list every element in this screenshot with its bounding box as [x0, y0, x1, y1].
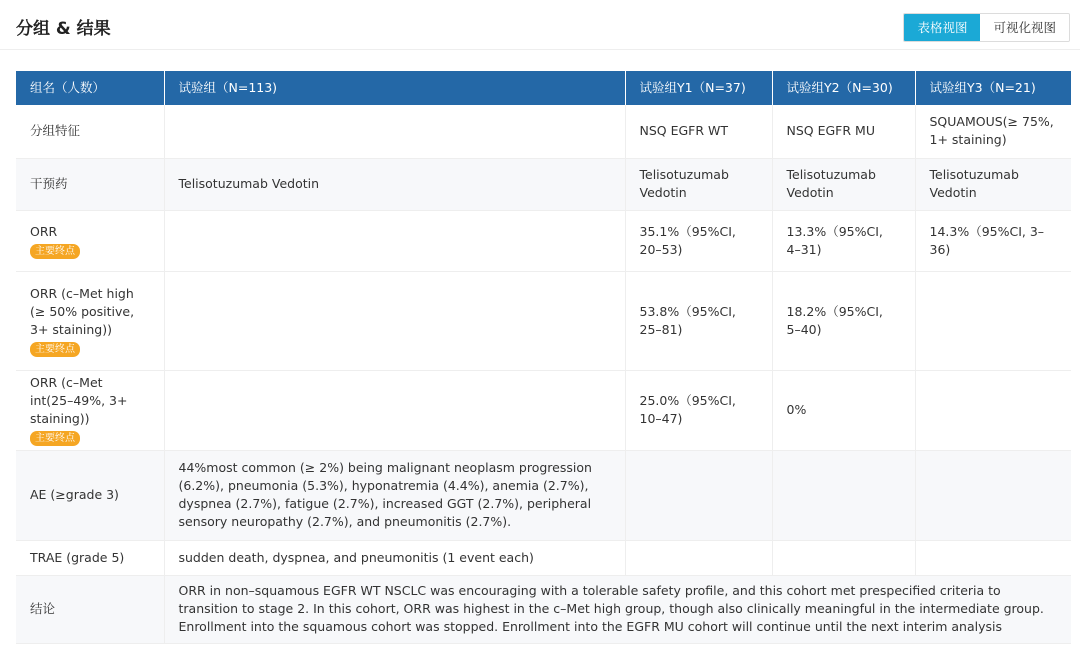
- table-view-button[interactable]: 表格视图: [904, 14, 980, 41]
- cell-y3: SQUAMOUS(≥ 75%, 1+ staining): [915, 105, 1071, 158]
- cell-y1: NSQ EGFR WT: [625, 105, 772, 158]
- cell-main: [164, 271, 625, 370]
- table-row-orr-cmet-high: [16, 271, 1071, 370]
- cell-main: [164, 370, 625, 450]
- cell-y2: [772, 450, 915, 540]
- conclusion-text: ORR in non–squamous EGFR WT NSCLC was encouraging with a tolerable safety profile, and this cohort met prespecified criteria to transition to stage 2. In this cohort, ORR was highest in the c–Met high group, though also clinically meaningful in the intermediate group. Enrollment into the squamous cohort was stopped. Enrollment into the EGFR MU cohort will continue until the next interim analysis: [164, 575, 1071, 643]
- cell-y1: 53.8%（95%CI, 25–81): [625, 271, 772, 370]
- row-label: 分组特征: [16, 105, 164, 158]
- cell-y3: [915, 450, 1071, 540]
- row-label: ORR (c–Met int(25–49%, 3+ staining)): [30, 375, 128, 426]
- cell-y1: 25.0%（95%CI, 10–47): [625, 370, 772, 450]
- row-label: ORR (c–Met high (≥ 50% positive, 3+ staining)): [30, 285, 135, 337]
- header-trial-group-y3: 试验组Y3（N=21): [915, 71, 1071, 105]
- cell-y3: Telisotuzumab Vedotin: [915, 158, 1071, 210]
- row-label: TRAE (grade 5): [16, 540, 164, 575]
- cell-y2: NSQ EGFR MU: [772, 105, 915, 158]
- row-label: ORR: [30, 223, 58, 239]
- primary-endpoint-badge: 主要终点: [30, 244, 80, 259]
- table-row-adverse-events: [16, 450, 1071, 540]
- cell-y3: [915, 540, 1071, 575]
- row-label: 结论: [16, 575, 164, 643]
- page-title: 分组 & 结果: [16, 19, 111, 39]
- cell-main: 44%most common (≥ 2%) being malignant neoplasm progression (6.2%), pneumonia (5.3%), hyponatremia (4.4%), anemia (2.7%), dyspnea (2.7%), fatigue (2.7%), increased GGT (2.7%), peripheral sensory neuropathy (2.7%), and pneumonitis (2.7%).: [164, 450, 625, 540]
- cell-y1: Telisotuzumab Vedotin: [625, 158, 772, 210]
- visual-view-button[interactable]: 可视化视图: [980, 14, 1069, 41]
- cell-y3: 14.3%（95%CI, 3–36): [915, 210, 1071, 271]
- cell-main: [164, 210, 625, 271]
- table-row-trae: [16, 540, 1071, 575]
- table-row-orr-cmet-int: [16, 370, 1071, 450]
- cell-y2: 13.3%（95%CI, 4–31): [772, 210, 915, 271]
- cell-y1: [625, 450, 772, 540]
- results-table: [16, 71, 1071, 644]
- table-row-orr: [16, 210, 1071, 271]
- primary-endpoint-badge: 主要终点: [30, 431, 80, 446]
- page-header: [0, 0, 1080, 50]
- row-label-cell: [16, 271, 164, 370]
- header-group-name: 组名（人数）: [16, 71, 164, 105]
- table-header-row: [16, 71, 1071, 105]
- cell-y1: [625, 540, 772, 575]
- cell-main: sudden death, dyspnea, and pneumonitis (1 event each): [164, 540, 625, 575]
- cell-y2: Telisotuzumab Vedotin: [772, 158, 915, 210]
- cell-y3: [915, 370, 1071, 450]
- cell-y2: [772, 540, 915, 575]
- cell-y1: 35.1%（95%CI, 20–53): [625, 210, 772, 271]
- row-label: 干预药: [16, 158, 164, 210]
- view-toggle: [903, 13, 1070, 42]
- table-row-conclusion: [16, 575, 1071, 643]
- cell-y2: 0%: [772, 370, 915, 450]
- header-trial-group-y1: 试验组Y1（N=37): [625, 71, 772, 105]
- cell-main: [164, 105, 625, 158]
- header-trial-group-y2: 试验组Y2（N=30): [772, 71, 915, 105]
- table-row-intervention: [16, 158, 1071, 210]
- row-label-cell: [16, 210, 164, 271]
- table-row-group-features: [16, 105, 1071, 158]
- header-trial-group: 试验组（N=113): [164, 71, 625, 105]
- cell-main: Telisotuzumab Vedotin: [164, 158, 625, 210]
- cell-y3: [915, 271, 1071, 370]
- primary-endpoint-badge: 主要终点: [30, 342, 80, 357]
- cell-y2: 18.2%（95%CI, 5–40): [772, 271, 915, 370]
- row-label-cell: [16, 370, 164, 450]
- row-label: AE (≥grade 3): [16, 450, 164, 540]
